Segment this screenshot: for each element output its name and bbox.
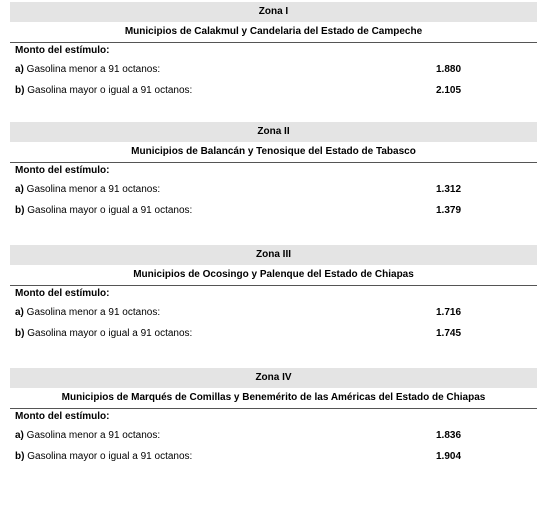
zone-title: Zona II xyxy=(10,122,537,142)
item-value: 2.105 xyxy=(436,85,462,96)
zone-3-table xyxy=(10,245,537,344)
zone-subtitle: Municipios de Balancán y Tenosique del Estado de Tabasco xyxy=(10,142,537,163)
monto-label: Monto del estímulo: xyxy=(15,288,110,299)
item-value: 1.379 xyxy=(436,205,462,216)
item-text: Gasolina mayor o igual a 91 octanos: xyxy=(24,328,193,339)
item-text: Gasolina menor a 91 octanos: xyxy=(23,307,161,318)
zone-title: Zona I xyxy=(10,2,537,22)
item-value: 1.904 xyxy=(436,451,462,462)
item-letter: a) xyxy=(15,64,24,75)
gasoline-row-b xyxy=(10,200,537,221)
item-text: Gasolina mayor o igual a 91 octanos: xyxy=(24,205,193,216)
gasoline-row-a xyxy=(10,425,537,446)
item-value: 1.312 xyxy=(436,184,462,195)
zone-subtitle: Municipios de Ocosingo y Palenque del Estado de Chiapas xyxy=(10,265,537,286)
item-text: Gasolina mayor o igual a 91 octanos: xyxy=(24,85,193,96)
zone-2-table xyxy=(10,122,537,221)
item-value: 1.745 xyxy=(436,328,462,339)
item-text: Gasolina mayor o igual a 91 octanos: xyxy=(24,451,193,462)
item-letter: a) xyxy=(15,430,24,441)
zone-subtitle: Municipios de Calakmul y Candelaria del Estado de Campeche xyxy=(10,22,537,43)
item-value: 1.836 xyxy=(436,430,462,441)
gasoline-row-b xyxy=(10,80,537,101)
item-value: 1.880 xyxy=(436,64,462,75)
monto-label: Monto del estímulo: xyxy=(15,45,110,56)
item-value: 1.716 xyxy=(436,307,462,318)
item-letter: b) xyxy=(15,328,25,339)
item-letter: b) xyxy=(15,85,25,96)
gasoline-row-a xyxy=(10,179,537,200)
gasoline-row-a xyxy=(10,59,537,80)
zone-subtitle: Municipios de Marqués de Comillas y Benemérito de las Américas del Estado de Chiapas xyxy=(10,388,537,409)
item-text: Gasolina menor a 91 octanos: xyxy=(23,430,161,441)
item-text: Gasolina menor a 91 octanos: xyxy=(23,64,161,75)
item-letter: a) xyxy=(15,184,24,195)
zone-title: Zona IV xyxy=(10,368,537,388)
zone-1-table xyxy=(10,2,537,101)
item-letter: b) xyxy=(15,205,25,216)
monto-label: Monto del estímulo: xyxy=(15,411,110,422)
monto-label: Monto del estímulo: xyxy=(15,165,110,176)
gasoline-row-b xyxy=(10,323,537,344)
item-letter: a) xyxy=(15,307,24,318)
item-letter: b) xyxy=(15,451,25,462)
gasoline-row-b xyxy=(10,446,537,467)
gasoline-row-a xyxy=(10,302,537,323)
zone-4-table xyxy=(10,368,537,467)
zone-title: Zona III xyxy=(10,245,537,265)
item-text: Gasolina menor a 91 octanos: xyxy=(23,184,161,195)
